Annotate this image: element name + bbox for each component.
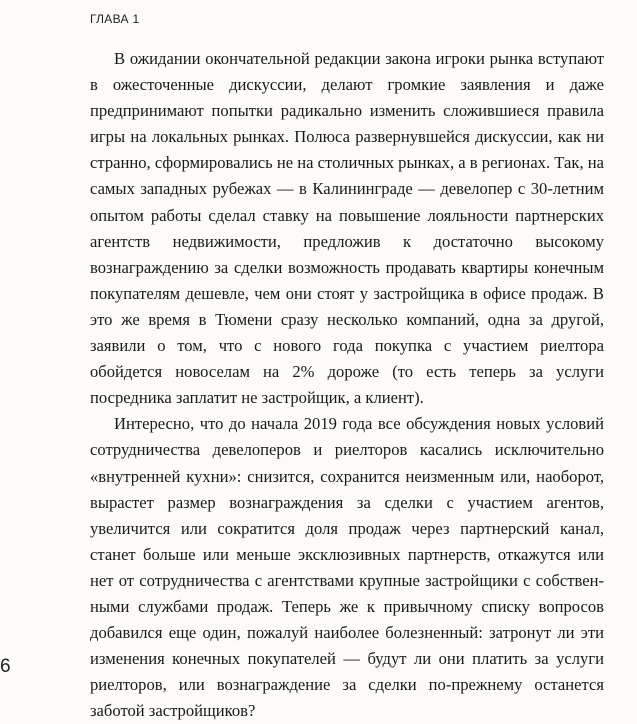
paragraph: В ожидании окончательной редакции закона игроки рынка вступают в ожесточенные дискуссии, делают громкие заявления и даже предпринимают попытки радикально изменить сложившиеся правила игры на локальных рынках. Полюса развернувшейся дискуссии, как ни странно, сформировались не на столичных рынках, а в регионах. Так, на самых западных рубежах — в Калининграде — девелопер с 30-летним опытом работы сделал ставку на повышение лояльности партнерских агентств недвижимости, предложив к достаточно высокому вознаграждению за сделки возможность продавать квартиры конечным покупателям дешевле, чем они стоят у застройщика в офисе продаж. В это же время в Тюмени сразу несколько компаний, одна за другой, заявили о том, что с нового года покупка с участием риелтора обойдется новоселам на 2% дороже (то есть теперь за услуги посредника заплатит не застройщик, а клиент). <box>90 49 604 408</box>
page-number: 6 <box>0 656 11 677</box>
body-text <box>90 46 604 724</box>
paragraph: Интересно, что до начала 2019 года все обсуждения новых условий сотрудничества девелоперов и риелторов касались исключительно «внутренней кухни»: снизится, сохранится неизменным или, наоборот, вырастет размер вознаграждения за сделки с участием агентов, увеличится или сократится доля продаж через партнерский канал, станет больше или меньше эксклюзивных партнерств, откажутся или нет от сотрудничества с агентствами крупные застройщики с собственными службами продаж. Теперь же к привычному списку вопросов добавился еще один, пожалуй наиболее болезненный: затронут ли эти изменения конечных покупателей — будут ли они платить за услуги риелторов, или вознаграждение за сделки по-прежнему останется заботой застройщиков? <box>90 414 604 721</box>
running-header: ГЛАВА 1 <box>90 12 140 26</box>
